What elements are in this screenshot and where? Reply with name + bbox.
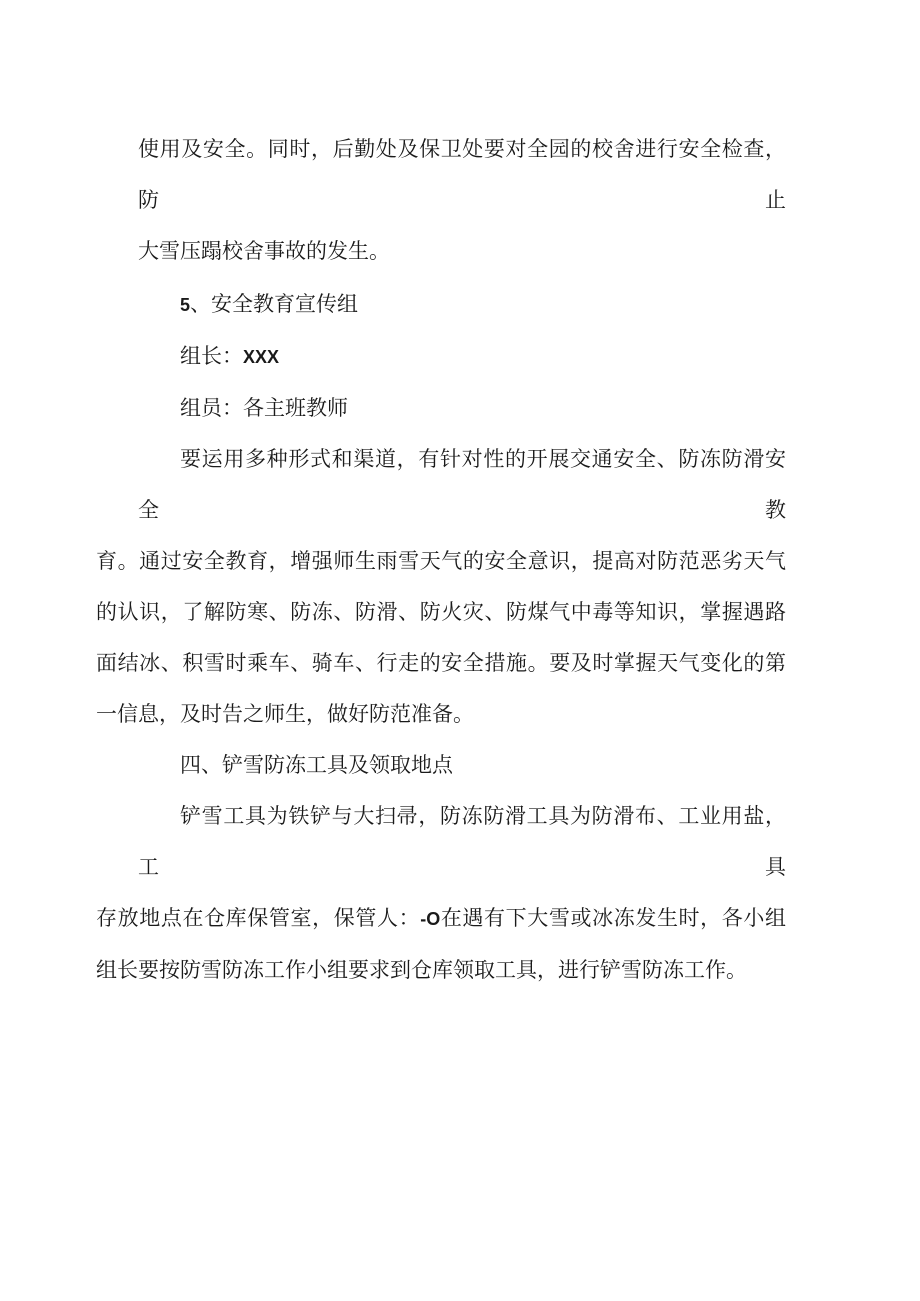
text-line: 要运用多种形式和渠道，有针对性的开展交通安全、防冻防滑安全教 [138,447,786,522]
text-line: 一信息，及时告之师生，做好防范准备。 [96,702,474,726]
section-heading-5 [138,279,786,331]
text-line: 使用及安全。同时，后勤处及保卫处要对全园的校舍进行安全检查，防止 [138,137,786,212]
document-page [96,124,787,996]
members-line: 组员：各主班教师 [180,396,348,420]
text-line: 的认识，了解防寒、防冻、防滑、防火灾、防煤气中毒等知识，掌握遇路 [96,600,786,624]
text-segment: 在遇有下大雪或冰冻发生时，各小组 [440,906,787,930]
keeper-code: -O [420,909,441,929]
paragraph-safety-check [138,124,786,277]
leader-label: 组长： [180,344,243,368]
text-line: 育。通过安全教育，增强师生雨雪天气的安全意识，提高对防范恶劣天气 [96,549,786,573]
text-line: 面结冰、积雪时乘车、骑车、行走的安全措施。要及时掌握天气变化的第 [96,651,786,675]
leader-line [138,331,786,383]
text-line [96,893,787,945]
paragraph-safety-education [96,434,786,740]
leader-name: XXX [243,347,280,367]
text-line: 铲雪工具为铁铲与大扫帚，防冻防滑工具为防滑布、工业用盐，工具 [138,804,786,879]
text-line: 大雪压蹋校舍事故的发生。 [138,239,390,263]
paragraph-tools [96,791,787,996]
text-segment: 存放地点在仓库保管室，保管人： [96,906,421,930]
text-line: 组长要按防雪防冻工作小组要求到仓库领取工具，进行铲雪防冻工作。 [96,958,747,982]
section-title: 、安全教育宣传组 [190,292,359,316]
section-number: 5 [180,295,191,315]
heading-tools-location: 四、铲雪防冻工具及领取地点 [180,753,453,777]
